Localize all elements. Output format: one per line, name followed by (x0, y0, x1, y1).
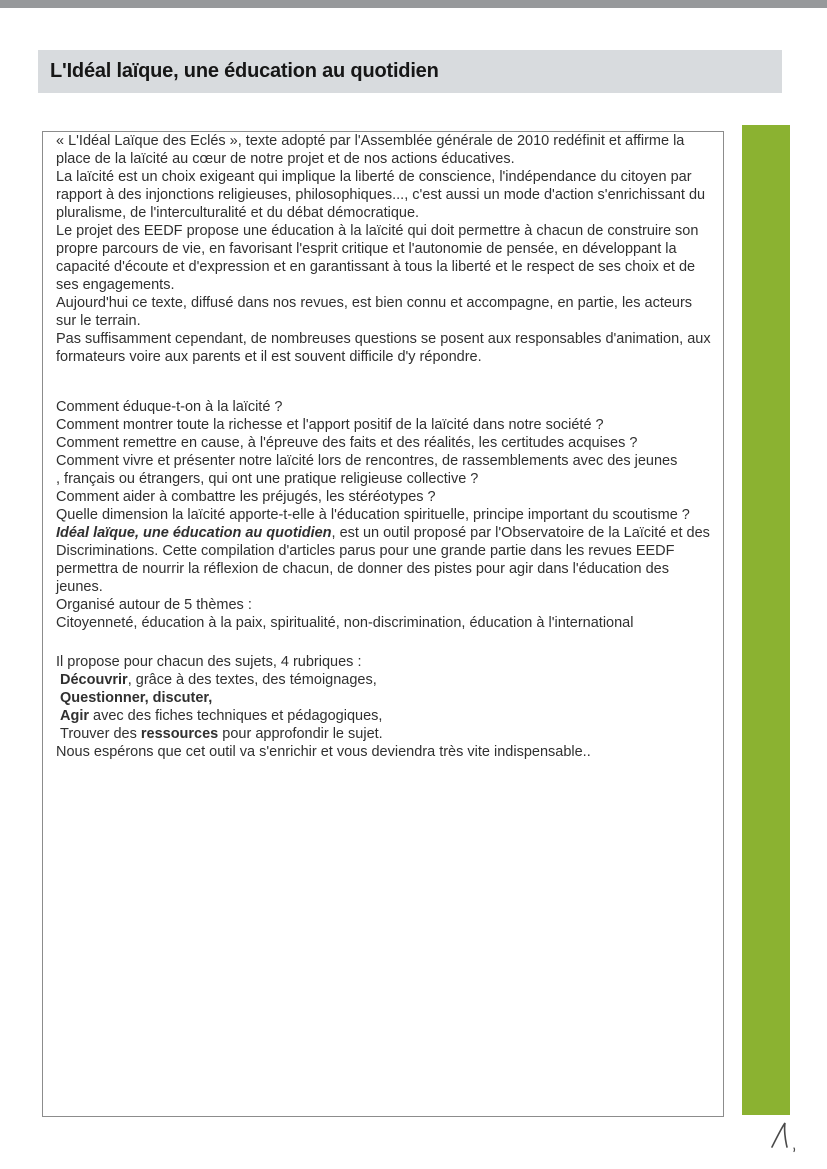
rubrique-bold: Questionner, discuter, (60, 690, 213, 706)
question-line: Comment vivre et présenter notre laïcité lors de rencontres, de rassemblements avec des jeunes (56, 453, 678, 469)
rubrique-after: avec des fiches techniques et pédagogiques, (89, 708, 383, 724)
themes-intro: Organisé autour de 5 thèmes : (56, 597, 252, 613)
green-accent-bar (742, 125, 790, 1115)
tool-title-emphasis: Idéal laïque, une éducation au quotidien (56, 525, 332, 541)
question-line: Quelle dimension la laïcité apporte-t-elle à l'éducation spirituelle, principe important du scoutisme ? (56, 507, 690, 523)
rubrique-after: , grâce à des textes, des témoignages, (127, 672, 377, 688)
scan-edge-strip (0, 0, 827, 8)
page-title: L'Idéal laïque, une éducation au quotidien (50, 60, 439, 82)
rubrique-bold: Découvrir (60, 672, 128, 688)
content-box (42, 131, 724, 1117)
closing-paragraph: Nous espérons que cet outil va s'enrichir et vous deviendra très vite indispensable.. (56, 744, 591, 760)
themes-list: Citoyenneté, éducation à la paix, spiritualité, non-discrimination, éducation à l'international (56, 615, 634, 631)
tool-description-rest: , est un outil proposé par l'Observatoire de la Laïcité et des Discriminations. Cette compilation d'articles parus pour une grande partie dans les revues EEDF permettra de nourrir la réflexion de chacun, de donner des pistes pour agir dans l'éducation des jeunes. (56, 525, 710, 595)
rubrique-item (56, 671, 713, 689)
question-line: Comment éduque-t-on à la laïcité ? (56, 399, 283, 415)
rubriques-intro: Il propose pour chacun des sujets, 4 rubriques : (56, 654, 362, 670)
aujourdhui-paragraph: Aujourd'hui ce texte, diffusé dans nos revues, est bien connu et accompagne, en partie, les acteurs sur le terrain. (56, 295, 693, 329)
pas-suffisamment-paragraph: Pas suffisamment cependant, de nombreuses questions se posent aux responsables d'animation, aux formateurs voire aux parents et il est souvent difficile d'y répondre. (56, 331, 711, 365)
rubrique-after: pour approfondir le sujet. (218, 726, 383, 742)
rubrique-bold: ressources (140, 726, 219, 742)
question-line: Comment aider à combattre les préjugés, les stéréotypes ? (56, 489, 436, 505)
rubrique-bold: Agir (60, 708, 89, 724)
rubrique-item (56, 725, 713, 743)
questions-block (56, 398, 713, 524)
rubriques-block (56, 653, 713, 743)
laicite-paragraph-2: Le projet des EEDF propose une éducation à la laïcité qui doit permettre à chacun de construire son propre parcours de vie, en favorisant l'esprit critique et l'autonomie de pensée, en développant la capacité d'écoute et d'expression et en garantissant à tous la liberté et le respect de ses choix et de ses engagements. (56, 223, 699, 293)
intro-paragraph: « L'Idéal Laïque des Eclés », texte adopté par l'Assemblée générale de 2010 redéfinit et affirme la place de la laïcité au cœur de notre projet et de nos actions éducatives. (56, 133, 685, 167)
question-line: , français ou étrangers, qui ont une pratique religieuse collective ? (56, 471, 479, 487)
rubrique-before: Trouver des (60, 726, 141, 742)
question-line: Comment montrer toute la richesse et l'apport positif de la laïcité dans notre société ? (56, 417, 604, 433)
rubrique-item (56, 707, 713, 725)
question-line: Comment remettre en cause, à l'épreuve des faits et des réalités, les certitudes acquises ? (56, 435, 638, 451)
handwritten-page-number (768, 1120, 802, 1156)
laicite-paragraph-1: La laïcité est un choix exigeant qui implique la liberté de conscience, l'indépendance du citoyen par rapport à des injonctions religieuses, philosophiques..., c'est aussi un mode d'action s'enrichissant du pluralisme, de l'interculturalité et du débat démocratique. (56, 169, 706, 221)
page-title-band (38, 50, 782, 93)
rubrique-item (56, 689, 713, 707)
handwritten-mark-icon (768, 1120, 802, 1156)
tool-description-paragraph (56, 524, 713, 596)
